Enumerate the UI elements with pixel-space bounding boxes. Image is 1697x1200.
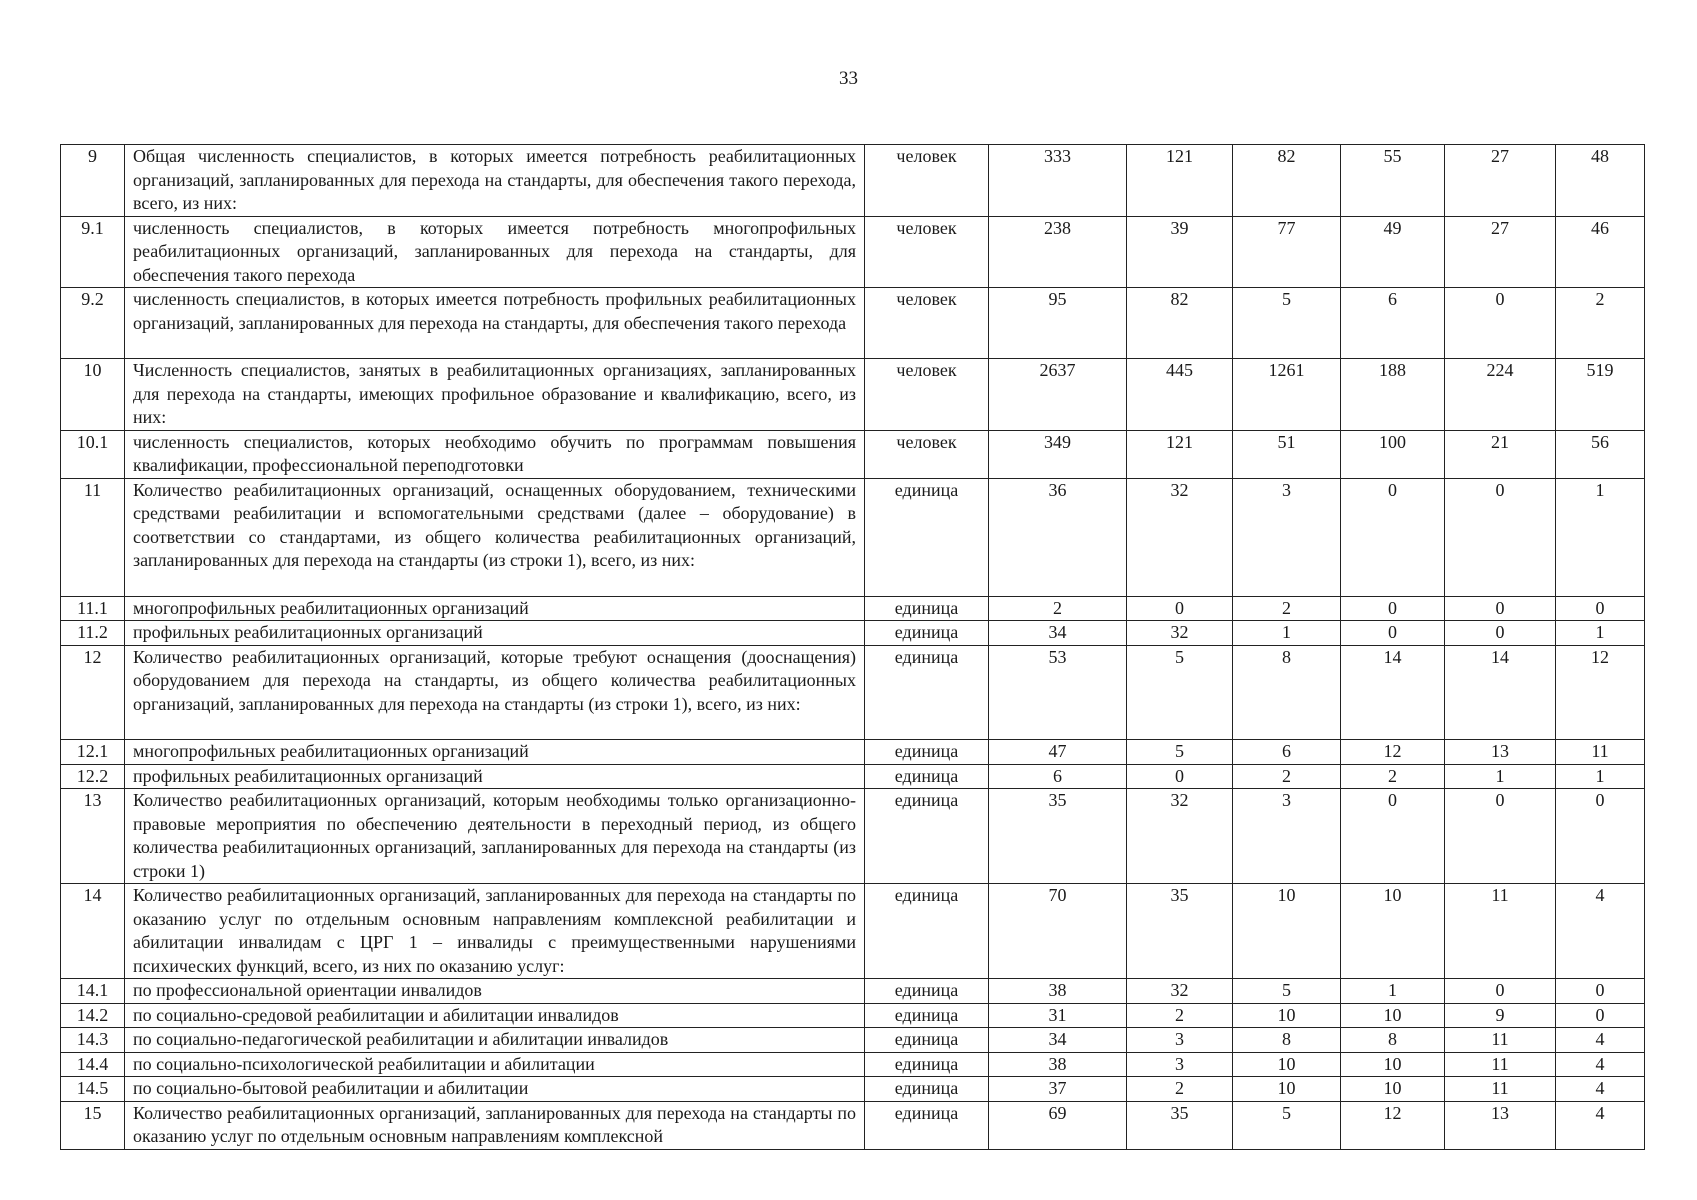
value-cell: 10 (1341, 884, 1445, 979)
value-cell: 32 (1127, 789, 1233, 884)
unit-cell: единица (865, 789, 989, 884)
indicator-description-cell: Количество реабилитационных организаций, оснащенных оборудованием, техническими средствами реабилитации и вспомогательными средствами (далее – оборудование) в соответствии со стандартами, из общего количества реабилитационных организаций, запланированных для перехода на стандарты (из строки 1), всего, из них: (125, 478, 865, 596)
unit-cell: единица (865, 979, 989, 1004)
row-number-cell: 14 (61, 884, 125, 979)
value-cell: 35 (1127, 884, 1233, 979)
table-row (61, 430, 1645, 478)
value-cell: 0 (1341, 789, 1445, 884)
value-cell: 6 (1233, 740, 1341, 765)
indicator-description-cell: численность специалистов, в которых имеется потребность профильных реабилитационных организаций, запланированных для перехода на стандарты, для обеспечения такого перехода (125, 288, 865, 359)
value-cell: 11 (1445, 1077, 1556, 1102)
value-cell: 48 (1556, 145, 1645, 217)
indicator-description-cell: Количество реабилитационных организаций, которые требуют оснащения (дооснащения) оборудованием для перехода на стандарты, из общего количества реабилитационных организаций, запланированных для перехода на стандарты (из строки 1), всего, из них: (125, 645, 865, 740)
table-row (61, 1077, 1645, 1102)
total-value-cell: 35 (989, 789, 1127, 884)
value-cell: 0 (1341, 596, 1445, 621)
row-number-cell: 11.2 (61, 621, 125, 646)
value-cell: 2 (1341, 764, 1445, 789)
value-cell: 1 (1556, 621, 1645, 646)
value-cell: 11 (1445, 884, 1556, 979)
value-cell: 0 (1556, 1003, 1645, 1028)
value-cell: 56 (1556, 430, 1645, 478)
value-cell: 10 (1233, 1077, 1341, 1102)
total-value-cell: 95 (989, 288, 1127, 359)
value-cell: 82 (1233, 145, 1341, 217)
indicator-description-cell: Общая численность специалистов, в которых имеется потребность реабилитационных организаций, запланированных для перехода на стандарты, для обеспечения такого перехода, всего, из них: (125, 145, 865, 217)
total-value-cell: 38 (989, 979, 1127, 1004)
value-cell: 8 (1233, 1028, 1341, 1053)
value-cell: 0 (1445, 596, 1556, 621)
value-cell: 0 (1556, 789, 1645, 884)
unit-cell: человек (865, 430, 989, 478)
unit-cell: единица (865, 1077, 989, 1102)
value-cell: 4 (1556, 1052, 1645, 1077)
total-value-cell: 333 (989, 145, 1127, 217)
row-number-cell: 12 (61, 645, 125, 740)
unit-cell: единица (865, 1101, 989, 1149)
total-value-cell: 31 (989, 1003, 1127, 1028)
value-cell: 2 (1556, 288, 1645, 359)
value-cell: 1 (1445, 764, 1556, 789)
value-cell: 2 (1233, 764, 1341, 789)
indicator-description-cell: по социально-бытовой реабилитации и абилитации (125, 1077, 865, 1102)
value-cell: 100 (1341, 430, 1445, 478)
value-cell: 77 (1233, 216, 1341, 288)
value-cell: 5 (1233, 1101, 1341, 1149)
value-cell: 3 (1127, 1028, 1233, 1053)
value-cell: 13 (1445, 740, 1556, 765)
indicator-description-cell: многопрофильных реабилитационных организаций (125, 596, 865, 621)
table-row (61, 359, 1645, 431)
value-cell: 11 (1445, 1052, 1556, 1077)
row-number-cell: 14.1 (61, 979, 125, 1004)
unit-cell: человек (865, 288, 989, 359)
unit-cell: единица (865, 645, 989, 740)
value-cell: 0 (1445, 621, 1556, 646)
row-number-cell: 12.1 (61, 740, 125, 765)
value-cell: 0 (1445, 789, 1556, 884)
total-value-cell: 34 (989, 621, 1127, 646)
unit-cell: единица (865, 884, 989, 979)
value-cell: 0 (1445, 288, 1556, 359)
value-cell: 0 (1127, 596, 1233, 621)
row-number-cell: 9.2 (61, 288, 125, 359)
value-cell: 27 (1445, 145, 1556, 217)
value-cell: 1261 (1233, 359, 1341, 431)
table-row (61, 789, 1645, 884)
value-cell: 0 (1556, 596, 1645, 621)
indicator-description-cell: многопрофильных реабилитационных организаций (125, 740, 865, 765)
value-cell: 224 (1445, 359, 1556, 431)
value-cell: 0 (1127, 764, 1233, 789)
value-cell: 1 (1341, 979, 1445, 1004)
value-cell: 8 (1233, 645, 1341, 740)
total-value-cell: 37 (989, 1077, 1127, 1102)
value-cell: 14 (1445, 645, 1556, 740)
row-number-cell: 14.3 (61, 1028, 125, 1053)
table-row (61, 884, 1645, 979)
value-cell: 39 (1127, 216, 1233, 288)
table-row (61, 1003, 1645, 1028)
value-cell: 4 (1556, 1101, 1645, 1149)
value-cell: 10 (1233, 1052, 1341, 1077)
total-value-cell: 69 (989, 1101, 1127, 1149)
value-cell: 10 (1341, 1003, 1445, 1028)
table-row (61, 740, 1645, 765)
value-cell: 1 (1556, 764, 1645, 789)
value-cell: 3 (1127, 1052, 1233, 1077)
value-cell: 12 (1341, 740, 1445, 765)
unit-cell: человек (865, 145, 989, 217)
row-number-cell: 14.2 (61, 1003, 125, 1028)
total-value-cell: 38 (989, 1052, 1127, 1077)
value-cell: 12 (1556, 645, 1645, 740)
value-cell: 32 (1127, 621, 1233, 646)
value-cell: 21 (1445, 430, 1556, 478)
total-value-cell: 2637 (989, 359, 1127, 431)
value-cell: 4 (1556, 884, 1645, 979)
value-cell: 82 (1127, 288, 1233, 359)
value-cell: 0 (1445, 979, 1556, 1004)
value-cell: 55 (1341, 145, 1445, 217)
total-value-cell: 34 (989, 1028, 1127, 1053)
value-cell: 0 (1341, 621, 1445, 646)
indicator-description-cell: численность специалистов, в которых имеется потребность многопрофильных реабилитационных организаций, запланированных для перехода на стандарты, для обеспечения такого перехода (125, 216, 865, 288)
value-cell: 445 (1127, 359, 1233, 431)
value-cell: 5 (1127, 740, 1233, 765)
value-cell: 2 (1127, 1003, 1233, 1028)
total-value-cell: 70 (989, 884, 1127, 979)
row-number-cell: 12.2 (61, 764, 125, 789)
value-cell: 27 (1445, 216, 1556, 288)
row-number-cell: 14.4 (61, 1052, 125, 1077)
indicator-description-cell: Количество реабилитационных организаций, запланированных для перехода на стандарты по оказанию услуг по отдельным основным направлениям комплексной (125, 1101, 865, 1149)
value-cell: 5 (1127, 645, 1233, 740)
row-number-cell: 14.5 (61, 1077, 125, 1102)
value-cell: 4 (1556, 1077, 1645, 1102)
value-cell: 5 (1233, 288, 1341, 359)
table-row (61, 979, 1645, 1004)
row-number-cell: 15 (61, 1101, 125, 1149)
value-cell: 49 (1341, 216, 1445, 288)
value-cell: 1 (1556, 478, 1645, 596)
table-row (61, 145, 1645, 217)
unit-cell: единица (865, 478, 989, 596)
row-number-cell: 10.1 (61, 430, 125, 478)
row-number-cell: 10 (61, 359, 125, 431)
value-cell: 46 (1556, 216, 1645, 288)
row-number-cell: 11.1 (61, 596, 125, 621)
value-cell: 3 (1233, 789, 1341, 884)
value-cell: 3 (1233, 478, 1341, 596)
value-cell: 11 (1556, 740, 1645, 765)
indicator-description-cell: по социально-педагогической реабилитации и абилитации инвалидов (125, 1028, 865, 1053)
indicator-description-cell: по профессиональной ориентации инвалидов (125, 979, 865, 1004)
unit-cell: единица (865, 1003, 989, 1028)
total-value-cell: 6 (989, 764, 1127, 789)
unit-cell: единица (865, 621, 989, 646)
table-row (61, 1101, 1645, 1149)
indicator-description-cell: численность специалистов, которых необходимо обучить по программам повышения квалификации, профессиональной переподготовки (125, 430, 865, 478)
unit-cell: человек (865, 216, 989, 288)
total-value-cell: 238 (989, 216, 1127, 288)
table-row (61, 764, 1645, 789)
value-cell: 32 (1127, 478, 1233, 596)
value-cell: 121 (1127, 145, 1233, 217)
value-cell: 32 (1127, 979, 1233, 1004)
value-cell: 10 (1233, 884, 1341, 979)
value-cell: 0 (1556, 979, 1645, 1004)
page-number: 33 (839, 68, 858, 89)
value-cell: 0 (1445, 478, 1556, 596)
row-number-cell: 9.1 (61, 216, 125, 288)
table-row (61, 478, 1645, 596)
total-value-cell: 36 (989, 478, 1127, 596)
indicator-description-cell: Численность специалистов, занятых в реабилитационных организациях, запланированных для перехода на стандарты, имеющих профильное образование и квалификацию, всего, из них: (125, 359, 865, 431)
value-cell: 9 (1445, 1003, 1556, 1028)
value-cell: 121 (1127, 430, 1233, 478)
value-cell: 35 (1127, 1101, 1233, 1149)
row-number-cell: 13 (61, 789, 125, 884)
row-number-cell: 9 (61, 145, 125, 217)
table-row (61, 1052, 1645, 1077)
unit-cell: единица (865, 1028, 989, 1053)
value-cell: 13 (1445, 1101, 1556, 1149)
value-cell: 8 (1341, 1028, 1445, 1053)
indicator-description-cell: Количество реабилитационных организаций, запланированных для перехода на стандарты по оказанию услуг по отдельным основным направлениям комплексной реабилитации и абилитации инвалидам с ЦРГ 1 – инвалиды с преимущественными нарушениями психических функций, всего, из них по оказанию услуг: (125, 884, 865, 979)
value-cell: 14 (1341, 645, 1445, 740)
unit-cell: единица (865, 596, 989, 621)
indicator-description-cell: профильных реабилитационных организаций (125, 764, 865, 789)
table-row (61, 216, 1645, 288)
indicator-description-cell: по социально-средовой реабилитации и абилитации инвалидов (125, 1003, 865, 1028)
row-number-cell: 11 (61, 478, 125, 596)
unit-cell: единица (865, 764, 989, 789)
table-row (61, 645, 1645, 740)
value-cell: 10 (1341, 1052, 1445, 1077)
value-cell: 0 (1341, 478, 1445, 596)
unit-cell: единица (865, 1052, 989, 1077)
total-value-cell: 2 (989, 596, 1127, 621)
total-value-cell: 349 (989, 430, 1127, 478)
value-cell: 10 (1233, 1003, 1341, 1028)
indicator-description-cell: Количество реабилитационных организаций, которым необходимы только организационно-правовые мероприятия по обеспечению деятельности в переходный период, из общего количества реабилитационных организаций, запланированных для перехода на стандарты (из строки 1) (125, 789, 865, 884)
table-body (61, 145, 1645, 1150)
value-cell: 51 (1233, 430, 1341, 478)
total-value-cell: 47 (989, 740, 1127, 765)
value-cell: 1 (1233, 621, 1341, 646)
value-cell: 2 (1233, 596, 1341, 621)
table-row (61, 621, 1645, 646)
value-cell: 4 (1556, 1028, 1645, 1053)
table-row (61, 596, 1645, 621)
value-cell: 11 (1445, 1028, 1556, 1053)
value-cell: 5 (1233, 979, 1341, 1004)
value-cell: 188 (1341, 359, 1445, 431)
value-cell: 10 (1341, 1077, 1445, 1102)
value-cell: 6 (1341, 288, 1445, 359)
value-cell: 2 (1127, 1077, 1233, 1102)
unit-cell: единица (865, 740, 989, 765)
value-cell: 519 (1556, 359, 1645, 431)
value-cell: 12 (1341, 1101, 1445, 1149)
unit-cell: человек (865, 359, 989, 431)
indicator-description-cell: по социально-психологической реабилитации и абилитации (125, 1052, 865, 1077)
table-row (61, 1028, 1645, 1053)
indicator-description-cell: профильных реабилитационных организаций (125, 621, 865, 646)
table-row (61, 288, 1645, 359)
total-value-cell: 53 (989, 645, 1127, 740)
data-table (60, 144, 1645, 1150)
